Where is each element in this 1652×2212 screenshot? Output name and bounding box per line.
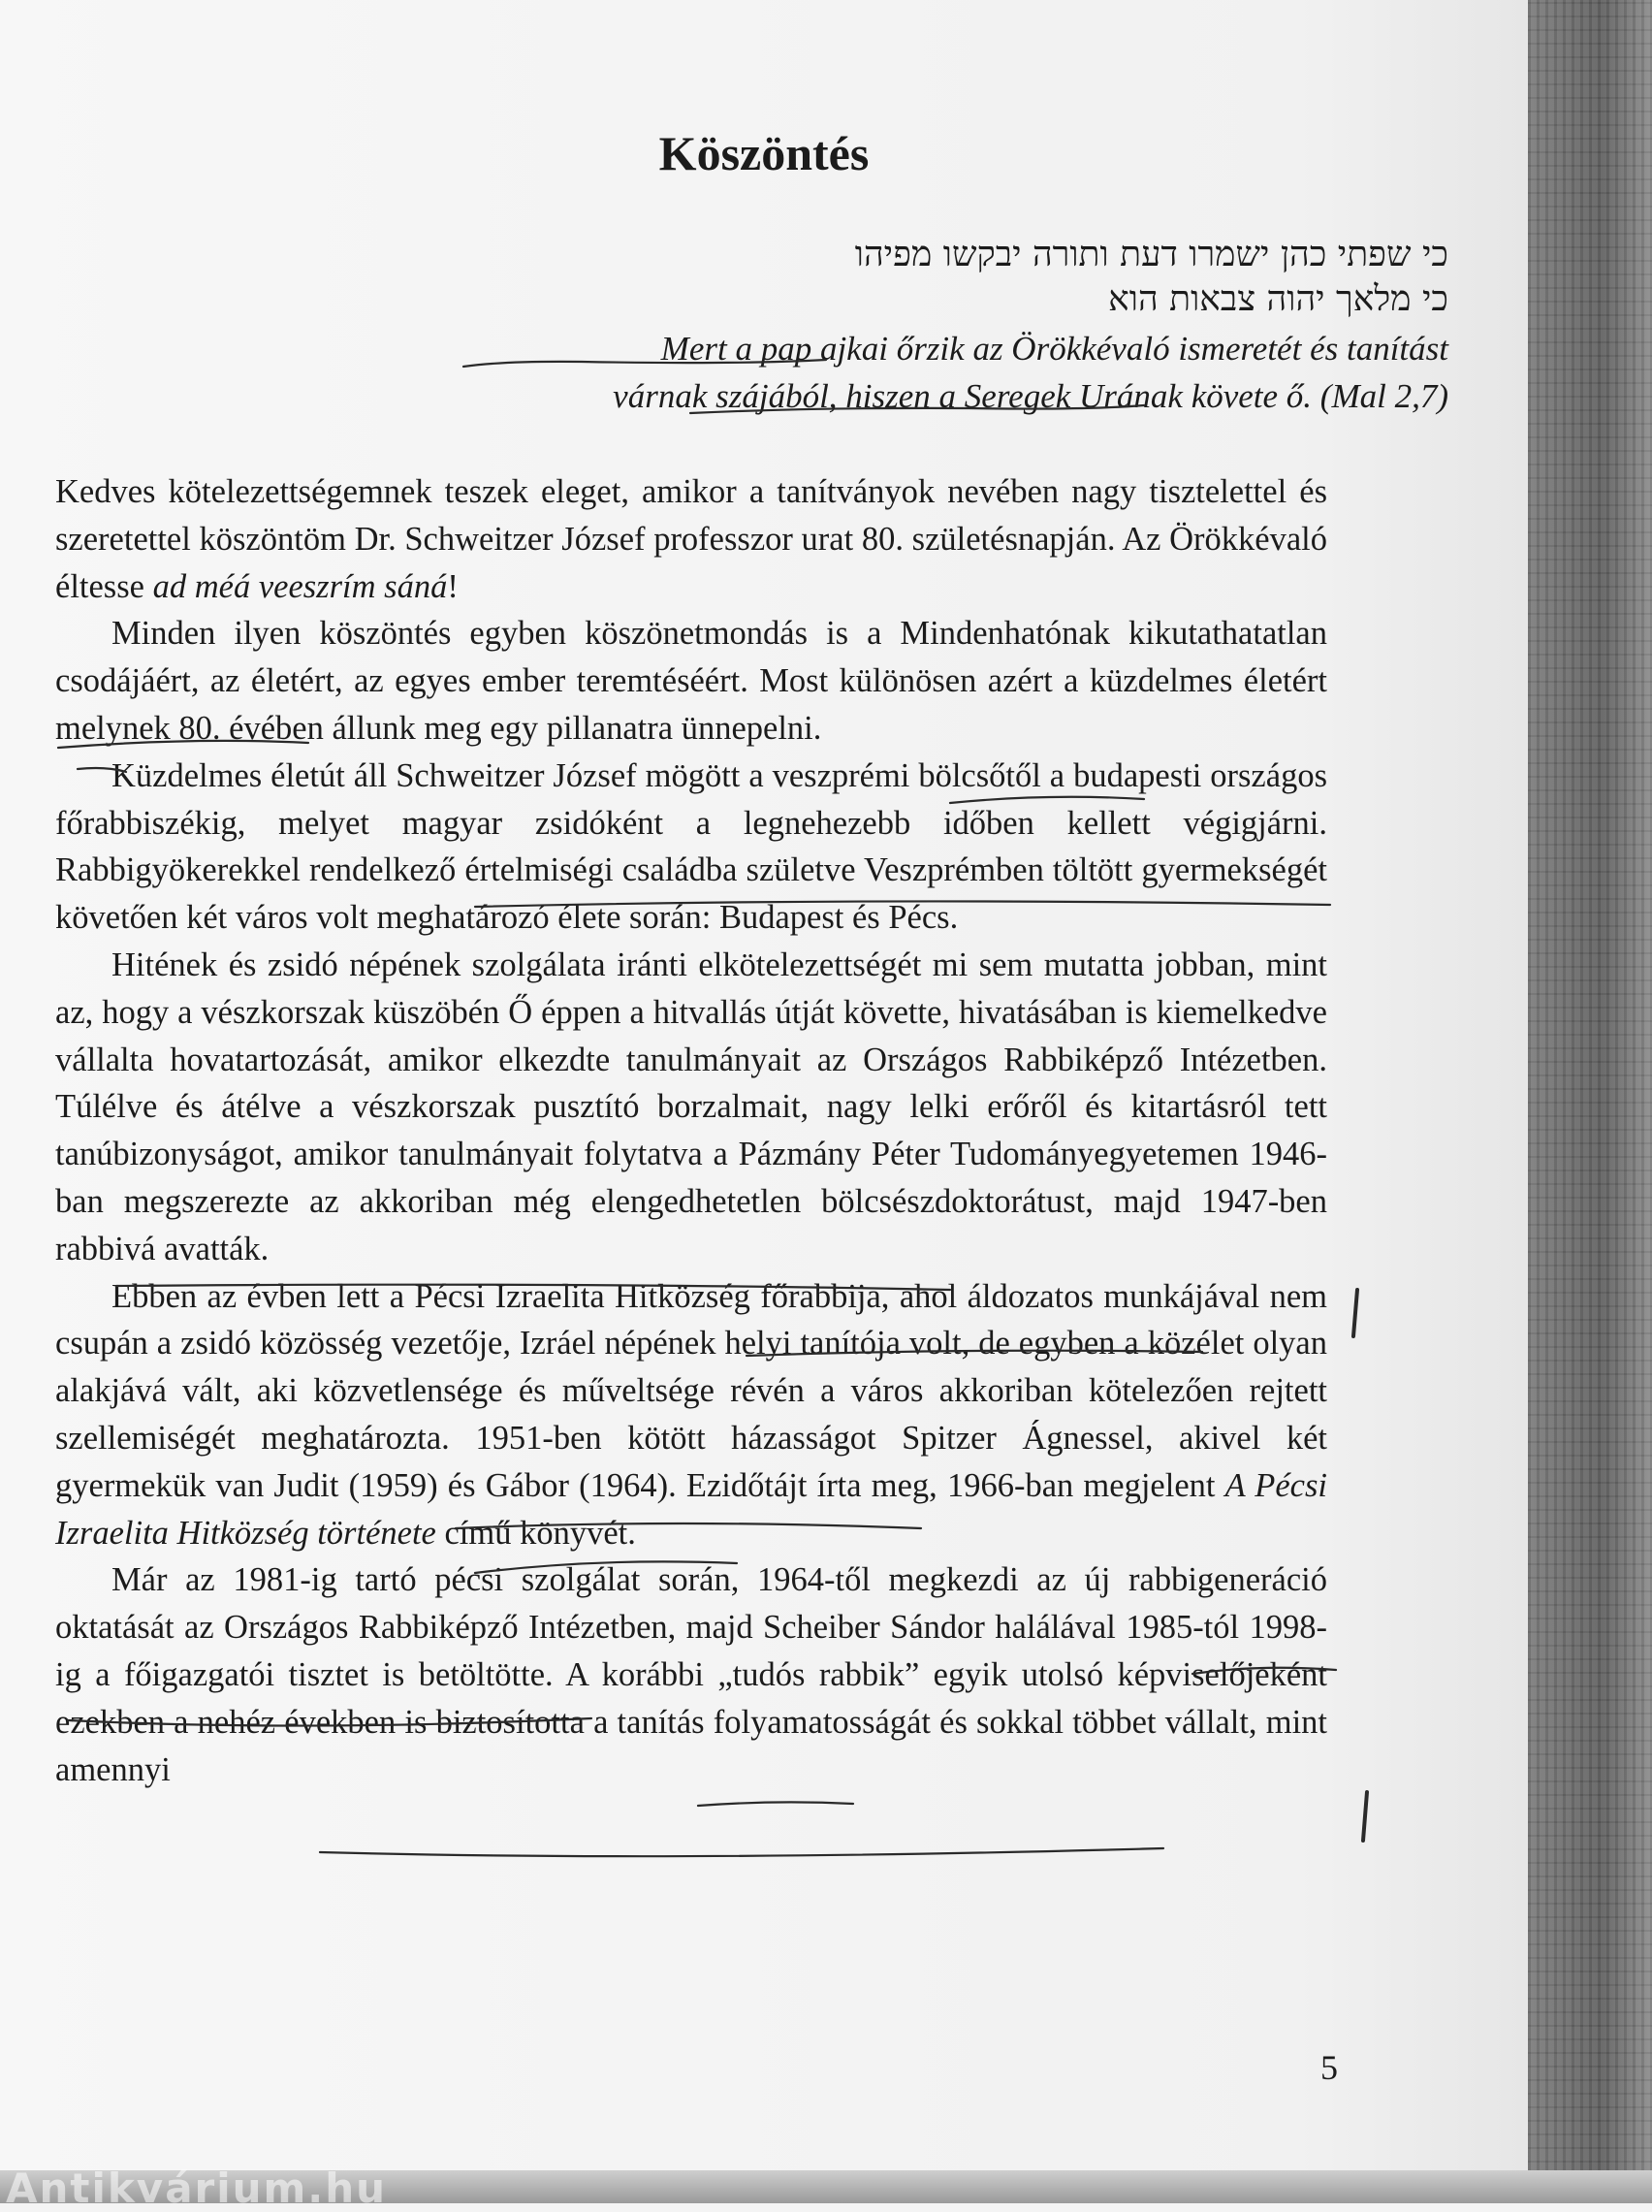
page-number: 5 bbox=[1320, 2048, 1338, 2087]
paragraph-3: Küzdelmes életút áll Schweitzer József mögött a veszprémi bölcsőtől a budapesti országos főrabbiszékig, melyet magyar zsidóként a legnehezebb időben kellett végigjárni. Rabbigyökerekkel rendelkező értelmiségi családba születve Veszprémben töltött gyermekségét követően két város volt meghatározó élete során: Budapest és Pécs. bbox=[55, 756, 1327, 937]
paragraph-5-book-title: A Pécsi Izraelita Hitközség története bbox=[55, 1466, 1327, 1552]
page-title: Köszöntés bbox=[658, 126, 870, 180]
paragraph-6: Már az 1981-ig tartó pécsi szolgálat során, 1964-től megkezdi az új rabbigeneráció oktatását az Országos Rabbiképző Intézetben, majd Scheiber Sándor halálával 1985-tól 1998-ig a főigazgatói tisztet is betöltötte. A korábbi „tudós rabbik” egyik utolsó képviselőjeként ezekben a nehéz években is biztosította a tanítás folyamatosságát és sokkal többet vállalt, mint amennyi bbox=[55, 1561, 1327, 1788]
paragraph-4: Hitének és zsidó népének szolgálata iránti elkötelezettségét mi sem mutatta jobban, mint az, hogy a vészkorszak küszöbén Ő éppen a hitvallás útját követte, hivatásában is kiemelkedve vállalta hovatartozását, amikor elkezdte tanulmányait az Országos Rabbiképző Intézetben. Túlélve és átélve a vészkorszak pusztító borzalmait, nagy lelki erőről és kitartásról tett tanúbizonyságot, amikor tanulmányait folytatva a Pázmány Péter Tudományegyetemen 1946-ban megszerezte az akkoriban még elengedhetetlen bölcsészdoktorátust, majd 1947-ben rabbivá avatták. bbox=[55, 946, 1327, 1267]
paragraph-1-hebrew-blessing: ad méá veeszrím sáná bbox=[152, 567, 448, 605]
paragraph-1-end: ! bbox=[447, 567, 459, 605]
hebrew-verse-line-1: כי שפתי כהן ישמרו דעת ותורה יבקשו מפיהו bbox=[854, 235, 1448, 274]
paragraph-1 bbox=[55, 468, 1327, 610]
epigraph-translation-line-2: várnak szájából, hiszen a Seregek Urának követe ő. (Mal 2,7) bbox=[613, 377, 1448, 415]
epigraph-translation-line-1: Mert a pap ajkai őrzik az Örökkévaló ismeretét és tanítást bbox=[660, 330, 1448, 368]
body-text bbox=[55, 468, 1327, 1793]
watermark: Antikvárium.hu bbox=[6, 2164, 388, 2212]
paragraph-2: Minden ilyen köszöntés egyben köszönetmondás is a Mindenhatónak kikutathatatlan csodájáért, az életért, az egyes ember teremtéséért. Most különösen azért a küzdelmes életért melynek 80. évében állunk meg egy pillanatra ünnepelni. bbox=[55, 615, 1327, 747]
paragraph-5-end: című könyvét. bbox=[435, 1514, 636, 1552]
page-edge-binding bbox=[1528, 0, 1652, 2203]
paragraph-5-text: Ebben az évben lett a Pécsi Izraelita Hitközség főrabbija, ahol áldozatos munkájával nem csupán a zsidó közösség vezetője, Izráel népének helyi tanítója volt, de egyben a közélet olyan alakjává vált, aki közvetlensége és műveltsége révén a város akkoriban kötelezően rejtett szellemiségét meghatározta. 1951-ben kötött házasságot Spitzer Ágnessel, akivel két gyermekük van Judit (1959) és Gábor (1964). Ezidőtájt írta meg, 1966-ban megjelent bbox=[55, 1277, 1327, 1504]
hebrew-verse-line-2: כי מלאך יהוה צבאות הוא bbox=[1108, 279, 1448, 319]
paragraph-5 bbox=[55, 1273, 1327, 1557]
paragraph-1-text: Kedves kötelezettségemnek teszek eleget, amikor a tanítványok nevében nagy tisztelettel és szeretettel köszöntöm Dr. Schweitzer József professzor urat 80. születésnapján. Az Örökkévaló éltesse bbox=[55, 473, 1327, 605]
